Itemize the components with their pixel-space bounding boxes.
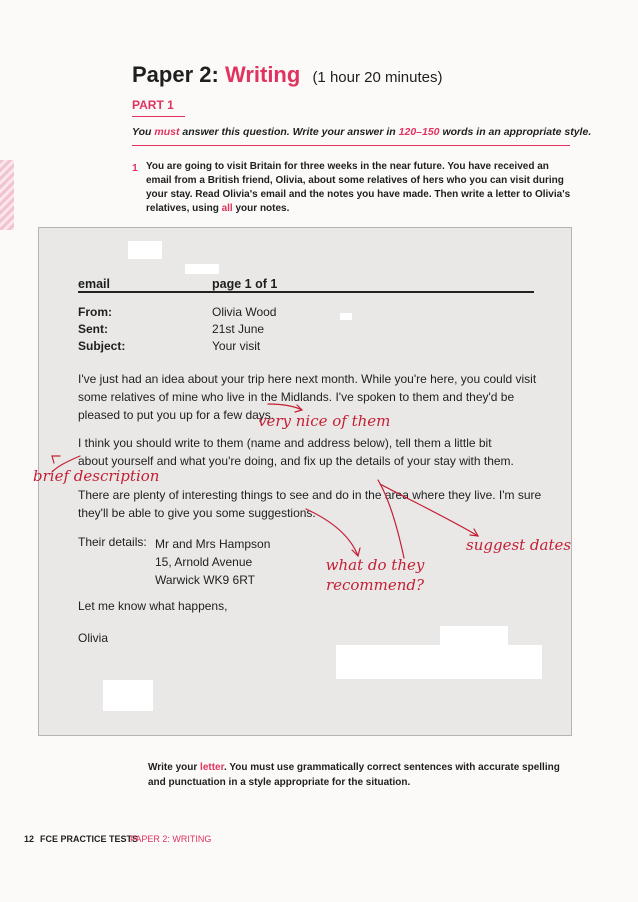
instr-before: You	[132, 126, 155, 138]
email-line: they'll be able to give you some suggestions.	[78, 506, 316, 520]
note-line: what do they	[325, 556, 425, 574]
address-line: 15, Arnold Avenue	[155, 555, 253, 569]
email-page-count: page 1 of 1	[212, 277, 278, 291]
arrow-suggest-dates	[380, 484, 478, 536]
sent-label: Sent:	[78, 322, 108, 336]
subject-label: Subject:	[78, 339, 126, 353]
email-line: I think you should write to them (name and address below), tell them a little bit	[78, 436, 492, 450]
signature: Olivia	[78, 631, 109, 645]
sent-value: 21st June	[212, 322, 265, 336]
instr-middle: answer this question. Write your answer in	[179, 126, 399, 138]
closing-after: . You must use grammatically correct sentences with accurate spelling and punctuation in a style appropriate for the situation.	[148, 762, 560, 788]
page-number: 12	[24, 834, 35, 844]
title-subject: Writing	[224, 62, 301, 87]
from-value: Olivia Wood	[212, 305, 277, 319]
closing-instruction	[148, 760, 578, 790]
note-very-nice: very nice of them	[258, 412, 391, 430]
from-label: From:	[78, 305, 112, 319]
footer-book: FCE PRACTICE TESTS	[40, 834, 139, 844]
title-duration: (1 hour 20 minutes)	[312, 69, 443, 86]
instr-range: 120–150	[398, 126, 440, 138]
footer-section: PAPER 2: WRITING	[130, 834, 212, 844]
arrow-brief	[52, 456, 80, 472]
question-text-main: You are going to visit Britain for three weeks in the near future. You have received an email from a British friend, Olivia, about some relatives of hers who you can visit during your stay. Read Olivia's email and the notes you have made. Then write a letter to Olivia's relatives, using	[146, 161, 571, 214]
title-paper: Paper 2:	[132, 62, 219, 87]
instr-must: must	[154, 126, 180, 138]
question-number: 1	[132, 162, 138, 174]
details-label: Their details:	[78, 535, 147, 549]
arrow-area-recommend	[378, 480, 404, 558]
closing-letter: letter	[200, 762, 224, 773]
question-text-all: all	[221, 203, 233, 214]
sign-off: Let me know what happens,	[78, 599, 228, 613]
email-line: about yourself and what you're doing, and fix up the details of your stay with them.	[78, 454, 514, 468]
closing-before: Write your	[148, 762, 201, 773]
email-heading: email	[78, 277, 110, 291]
address-line: Warwick WK9 6RT	[155, 573, 256, 587]
subject-value: Your visit	[212, 339, 261, 353]
email-line: There are plenty of interesting things to see and do in the area where they live. I'm sure	[78, 488, 542, 502]
arrowhead-brief	[52, 456, 60, 463]
email-line: pleased to put you up for a few days.	[78, 408, 275, 422]
part-label: PART 1	[132, 98, 174, 112]
email-line: I've just had an idea about your trip here next month. While you're here, you could visit	[78, 372, 537, 386]
note-brief-description: brief description	[33, 467, 160, 485]
instr-after: words in an appropriate style.	[439, 126, 592, 138]
note-line: recommend?	[325, 576, 425, 594]
note-suggest-dates: suggest dates	[466, 536, 572, 554]
question-text-end: your notes.	[232, 203, 290, 214]
arrow-what-recommend	[306, 509, 358, 556]
address-line: Mr and Mrs Hampson	[155, 537, 271, 551]
email-line: some relatives of mine who live in the Midlands. I've spoken to them and they'd be	[78, 390, 515, 404]
